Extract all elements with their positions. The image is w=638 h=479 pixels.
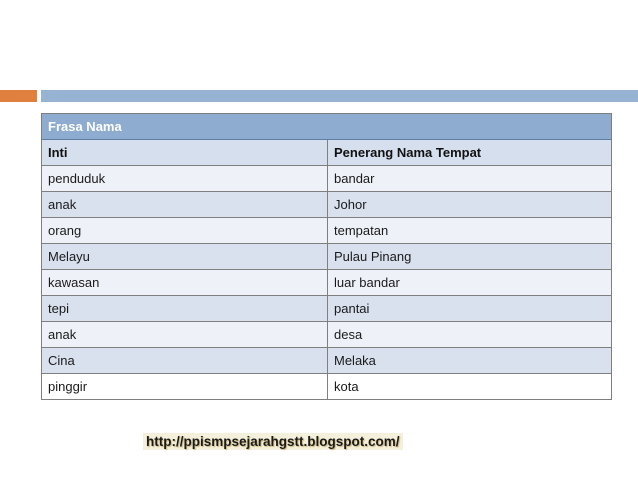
accent-bar-blue [41,90,638,102]
table-row [42,322,612,348]
table-row [42,192,612,218]
cell-penerang: Pulau Pinang [328,244,612,270]
table-row [42,348,612,374]
cell-penerang: luar bandar [328,270,612,296]
cell-penerang: pantai [328,296,612,322]
table-title: Frasa Nama [42,114,612,140]
table-row [42,374,612,400]
cell-inti: kawasan [42,270,328,296]
column-header-penerang: Penerang Nama Tempat [328,140,612,166]
cell-penerang: desa [328,322,612,348]
cell-inti: orang [42,218,328,244]
table-row [42,296,612,322]
table-row [42,270,612,296]
cell-inti: anak [42,322,328,348]
cell-penerang: bandar [328,166,612,192]
table-row [42,218,612,244]
table-title-row [42,114,612,140]
cell-inti: Melayu [42,244,328,270]
cell-inti: pinggir [42,374,328,400]
cell-inti: Cina [42,348,328,374]
column-header-inti: Inti [42,140,328,166]
cell-penerang: Melaka [328,348,612,374]
cell-penerang: tempatan [328,218,612,244]
table-row [42,166,612,192]
cell-penerang: Johor [328,192,612,218]
table-column-header-row [42,140,612,166]
phrase-table [41,113,612,400]
source-url-link[interactable]: http://ppismpsejarahgstt.blogspot.com/ [143,433,403,450]
cell-penerang: kota [328,374,612,400]
cell-inti: penduduk [42,166,328,192]
phrase-table-container [41,113,611,400]
cell-inti: anak [42,192,328,218]
table-row [42,244,612,270]
accent-bar-orange [0,90,37,102]
cell-inti: tepi [42,296,328,322]
